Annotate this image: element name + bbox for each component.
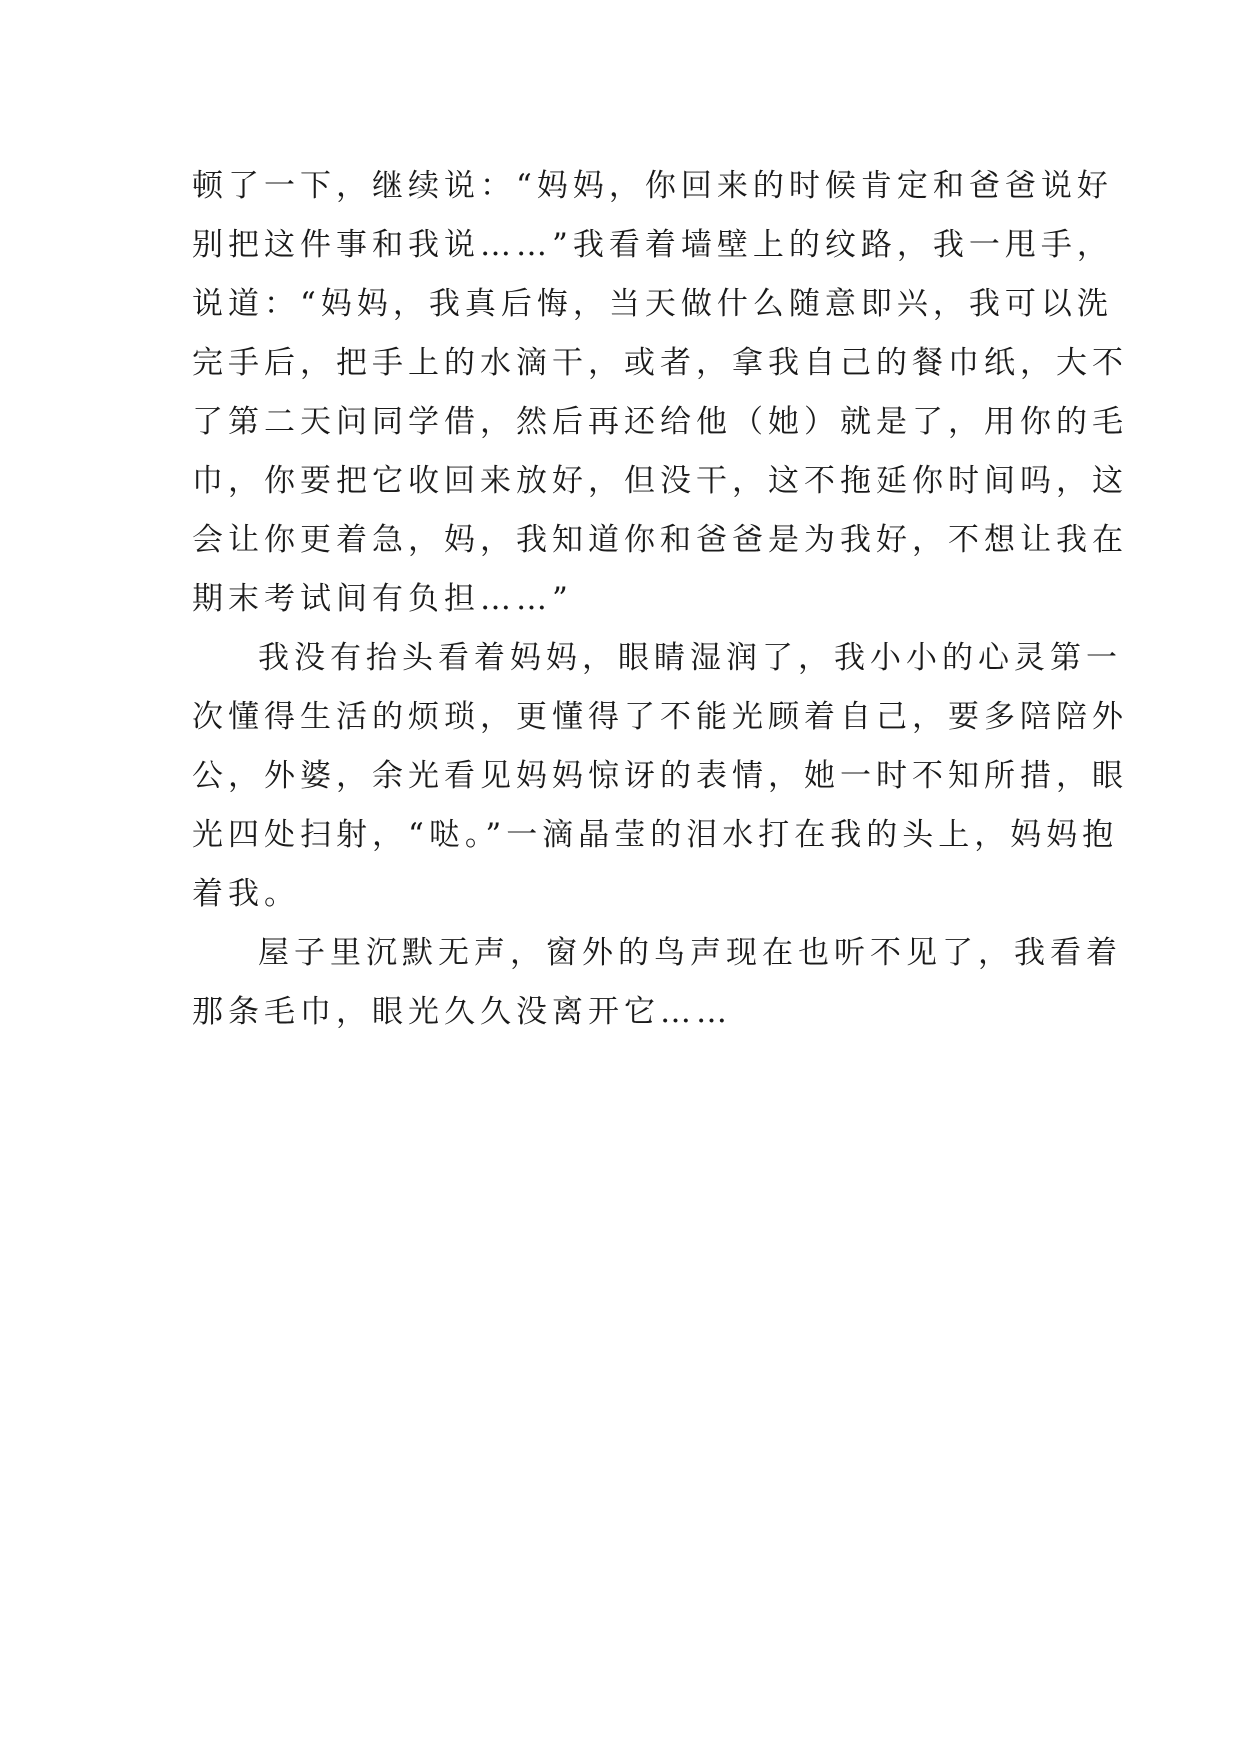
text-line: 别把这件事和我说……”我看着墙壁上的纹路，我一甩手， (192, 227, 1113, 263)
text-line: 完手后，把手上的水滴干，或者，拿我自己的餐巾纸，大不 (192, 345, 1128, 381)
text-line: 顿了一下，继续说：“妈妈，你回来的时候肯定和爸爸说好 (192, 168, 1113, 204)
paragraph-3 (192, 924, 1122, 1042)
text-line: 巾，你要把它收回来放好，但没干，这不拖延你时间吗，这 (192, 463, 1128, 499)
text-line: 期末考试间有负担……” (192, 581, 573, 617)
document-body (192, 157, 1128, 1042)
text-line: 屋子里沉默无声，窗外的鸟声现在也听不见了，我看着 (258, 935, 1122, 971)
paragraph-2 (192, 629, 1128, 924)
text-line: 说道：“妈妈，我真后悔，当天做什么随意即兴，我可以洗 (192, 286, 1113, 322)
text-line: 光四处扫射，“哒。”一滴晶莹的泪水打在我的头上，妈妈抱 (192, 817, 1119, 853)
paragraph-1 (192, 157, 1128, 629)
text-line: 我没有抬头看着妈妈，眼睛湿润了，我小小的心灵第一 (258, 640, 1122, 676)
text-line: 着我。 (192, 876, 300, 912)
text-line: 那条毛巾，眼光久久没离开它…… (192, 994, 732, 1030)
text-line: 公，外婆，余光看见妈妈惊讶的表情，她一时不知所措，眼 (192, 758, 1128, 794)
text-line: 了第二天问同学借，然后再还给他（她）就是了，用你的毛 (192, 404, 1128, 440)
text-line: 次懂得生活的烦琐，更懂得了不能光顾着自己，要多陪陪外 (192, 699, 1128, 735)
text-line: 会让你更着急，妈，我知道你和爸爸是为我好，不想让我在 (192, 522, 1128, 558)
